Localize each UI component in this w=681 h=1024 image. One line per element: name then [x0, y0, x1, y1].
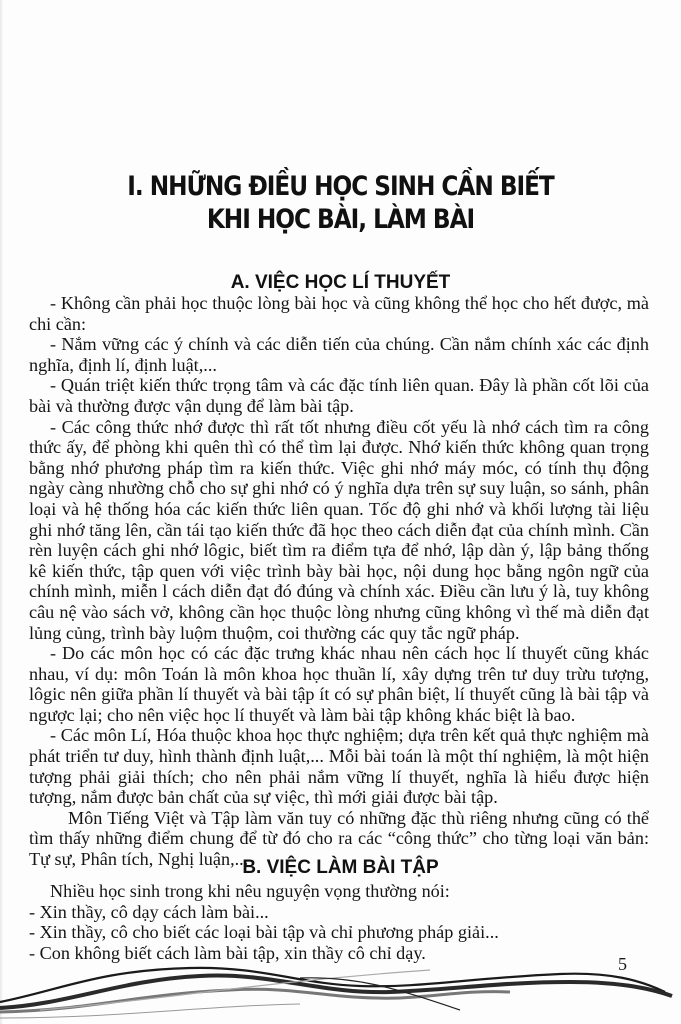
- chapter-title-line-1: I. NHỮNG ĐIỀU HỌC SINH CẦN BIẾT: [127, 171, 554, 202]
- paragraph: - Do các môn học có các đặc trưng khác nhau nên cách học lí thuyết cũng khác nhau, ví dụ: môn Toán là môn khoa học thuần lí, xây dựng trên tư duy trừu tượng, lôgic nên giữa phần lí thuyết và bài tập ít có sự phân biệt, lí thuyết cũng là bài tập và ngược lại; cho nên việc học lí thuyết và làm bài tập không khác biệt là bao.: [29, 643, 649, 725]
- section-a-body: [29, 293, 649, 870]
- section-b-intro: Nhiều học sinh trong khi nêu nguyện vọng thường nói:: [50, 881, 450, 901]
- paragraph: - Không cần phải học thuộc lòng bài học và cũng không thể học cho hết được, mà chi cần:: [29, 293, 649, 334]
- list-item: - Con không biết cách làm bài tập, xin thầy cô chỉ dạy.: [29, 942, 426, 963]
- swoosh-ornament-icon: [0, 960, 681, 1024]
- list-item: - Xin thầy, cô cho biết các loại bài tập và chỉ phương pháp giải...: [29, 922, 499, 943]
- paragraph: - Các môn Lí, Hóa thuộc khoa học thực nghiệm; dựa trên kết quả thực nghiệm mà phát triển tư duy, hình thành định luật,... Mỗi bài toán là một thí nghiệm, là một hiện tượng phải giải thích; cho nên phải nắm vững lí thuyết, nghĩa là hiểu được hiện tượng, nắm được bản chất của sự việc, thì mới giải được bài tập.: [29, 725, 649, 808]
- paragraph: Môn Tiếng Việt và Tập làm văn tuy có những đặc thù riêng nhưng cũng có thể tìm thấy những điểm chung để từ đó cho ra các “công thức” cho từng loại văn bản: Tự sự, Phân tích, Nghị luận,...: [29, 807, 649, 870]
- list-item: - Xin thầy, cô dạy cách làm bài...: [29, 901, 269, 922]
- chapter-title-line-2: KHI HỌC BÀI, LÀM BÀI: [206, 204, 475, 235]
- paragraph: - Quán triệt kiến thức trọng tâm và các đặc tính liên quan. Đây là phần cốt lõi của bài và thường được vận dụng để làm bài tập.: [29, 375, 649, 416]
- paragraph: - Nắm vững các ý chính và các diễn tiến của chúng. Cần nắm chính xác các định nghĩa, định lí, định luật,...: [29, 334, 649, 375]
- section-b-heading: B. VIỆC LÀM BÀI TẬP: [242, 857, 439, 878]
- section-a-heading: A. VIỆC HỌC LÍ THUYẾT: [230, 272, 451, 293]
- paragraph: - Các công thức nhớ được thì rất tốt nhưng điều cốt yếu là nhớ cách tìm ra công thức ấy, để phòng khi quên thì có thể tìm lại được. Nhớ kiến thức không quan trọng bằng nhớ phương pháp tìm ra kiến thức. Việc ghi nhớ máy móc, có tính thụ động ngày càng nhường chỗ cho sự ghi nhớ có ý nghĩa dựa trên sự suy luận, so sánh, phân loại và hệ thống hóa các kiến thức liên quan. Tốc độ ghi nhớ và khối lượng tài liệu ghi nhớ tăng lên, cần tái tạo kiến thức đã học theo cách diễn đạt của chính mình. Cần rèn luyện cách ghi nhớ lôgic, biết tìm ra điểm tựa để nhớ, lập dàn ý, lập bảng thống kê kiến thức, tập quen với việc trình bày bài học, nội dung học bằng ngôn ngữ của chính mình, miễn l cách diễn đạt đó đúng và chính xác. Điều cần lưu ý là, tuy không câu nệ vào sách vở, không cần học thuộc lòng nhưng cũng không vì thế mà diễn đạt lủng củng, trình bày luộm thuộm, coi thường các quy tắc ngữ pháp.: [29, 416, 649, 643]
- page-number: 5: [618, 954, 627, 974]
- section-b-body: [29, 881, 649, 963]
- chapter-title: [48, 170, 634, 236]
